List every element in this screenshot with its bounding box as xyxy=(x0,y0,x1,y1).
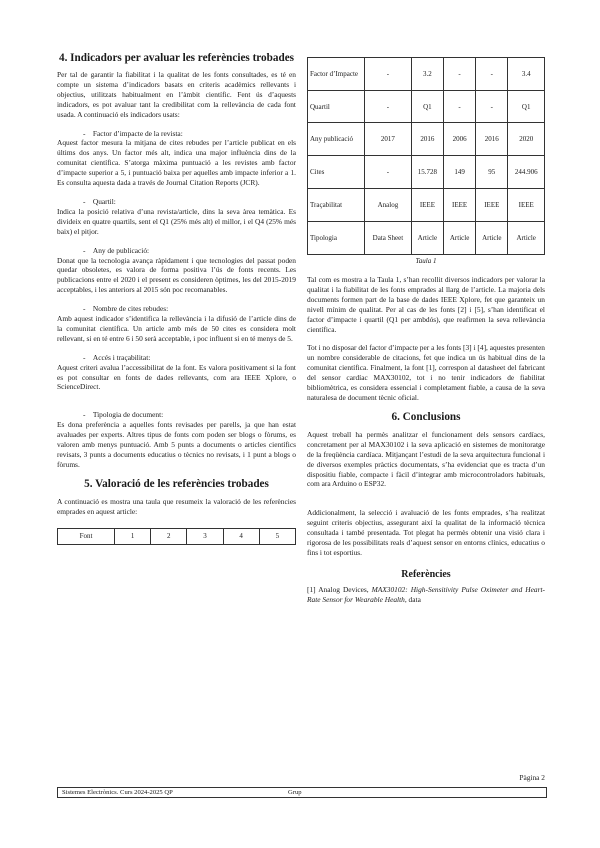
table-row xyxy=(308,91,545,123)
table-cell: Quartil xyxy=(308,91,365,123)
table-cell: IEEE xyxy=(411,189,443,222)
table-cell: Article xyxy=(411,222,443,255)
table-cell: - xyxy=(476,58,508,91)
table-header-cell: 4 xyxy=(223,528,259,544)
table-cell: 2017 xyxy=(365,123,412,156)
table-cell: 15.728 xyxy=(411,156,443,189)
bullet-typology: - Tipologia de document: xyxy=(83,410,164,420)
paragraph-year: Donat que la tecnologia avança ràpidament i que tecnologies del passat poden quedar obsoletes, es valora de forma positiva l’ús de fonts recents. Les publicacions entre el 2020 i el present es consideren òptimes, les del 2015-2019 acceptables, i les anteriors al 2015 són poc recomanables. xyxy=(57,255,296,295)
table-cell: IEEE xyxy=(476,189,508,222)
table-row xyxy=(308,123,545,156)
table-cell: - xyxy=(365,156,412,189)
table-cell: 2016 xyxy=(476,123,508,156)
right-column xyxy=(307,57,545,605)
table-row xyxy=(308,156,545,189)
table-header-cell: 2 xyxy=(151,528,187,544)
table-cell: Q1 xyxy=(411,91,443,123)
table-cell: Data Sheet xyxy=(365,222,412,255)
table-cell: 2006 xyxy=(444,123,476,156)
table-cell: Factor d’Impacte xyxy=(308,58,365,91)
table-cell: - xyxy=(444,91,476,123)
table-cell: Tipologia xyxy=(308,222,365,255)
paragraph-citations: Amb aquest indicador s’identifica la rellevància i la difusió de l’article dins de la comunitat científica. Un article amb més de 50 cites es considera molt rellevant, si en té entre 6 i 50 serà acceptable, i poc influent si en té menys de 5. xyxy=(57,314,296,343)
bullet-impact-factor: - Factor d’impacte de la revista: xyxy=(83,128,183,138)
section-4-intro: Per tal de garantir la fiabilitat i la qualitat de les fonts consultades, es té en compte un sistema d’indicadors basats en criteris acadèmics rellevants i objectius, utilitzats habitualment en l’àmbit científic. Fent ús d’aquests indicadors, es pot avaluar tant la credibilitat com la rellevància de cada font usada. A continuació els indicadors usats: xyxy=(57,70,296,119)
section-4-heading: 4. Indicadors per avaluar les referències trobades xyxy=(58,52,295,64)
table-header-cell: Font xyxy=(58,528,115,544)
table-cell: 149 xyxy=(444,156,476,189)
table-caption: Taula 1 xyxy=(415,257,437,265)
section-5-heading: 5. Valoració de les referències trobades xyxy=(84,477,269,490)
paragraph-quartile: Indica la posició relativa d’una revista/article, dins la seva àrea temàtica. Es divideix en quatre quartils, sent el Q1 (25% més alt) el millor, i el Q4 (25% més baix) el pitjor. xyxy=(57,206,296,236)
table-discussion-1: Tal com es mostra a la Taula 1, s’han recollit diversos indicadors per valorar la qualitat i la fiabilitat de les fonts emprades al llarg de l’article. La majoria dels documents formen part de la base de dades IEEE Xplore, fet que garanteix un nivell mínim de qualitat. Per al cas de les fonts [2] i [5], s’han identificat el factor d’impacte i quartil (Q1 per ambdós), que reafirmen la seva rellevància científica. xyxy=(307,275,545,334)
bullet-year: - Any de publicació: xyxy=(83,245,150,255)
footer-course: Sistemes Electrònics. Curs 2024-2025 QP xyxy=(62,789,173,796)
table-cell: Traçabilitat xyxy=(308,189,365,222)
table-cell: Q1 xyxy=(508,91,545,123)
table-header-cell: 3 xyxy=(187,528,223,544)
table-cell: Cites xyxy=(308,156,365,189)
table-cell: 3.4 xyxy=(508,58,545,91)
table-cell: Article xyxy=(444,222,476,255)
table-cell: Article xyxy=(476,222,508,255)
table-cell: 2016 xyxy=(411,123,443,156)
conclusions-paragraph-2: Addicionalment, la selecció i avaluació de les fonts emprades, s’ha realitzat seguint criteris objectius, assegurant així la qualitat de la informació tècnica consultada i també presentada. Tot plegat ha permès obtenir una visió clara i rigorosa de les possibilitats reals d’aquest sensor en entorns clínics, educatius o fins i tot esportius. xyxy=(307,508,545,557)
table-cell: - xyxy=(444,58,476,91)
paragraph-access: Aquest criteri avalua l’accessibilitat de la font. Es valora positivament si la font es pot consultar en fonts de dades rellevants, com ara IEEE Xplore, o ScienceDirect. xyxy=(57,362,296,392)
table-cell: - xyxy=(365,91,412,123)
section-6-heading: 6. Conclusions xyxy=(391,410,461,423)
bullet-quartile: - Quartil: xyxy=(83,196,116,206)
table-cell: 3.2 xyxy=(411,58,443,91)
table-cell: IEEE xyxy=(508,189,545,222)
table-cell: 244.906 xyxy=(508,156,545,189)
paragraph-impact-factor: Aquest factor mesura la mitjana de cites rebudes per l’article publicat en els últims dos anys. Un factor més alt, indica una major influència dins de la comunitat científica. S’atorga màxima puntuació a les revistes amb factor d’impacte superior a 5, i puntuació baixa per aquelles amb impacte inferior a 1. Es consulta aquesta dada a través de Journal Citation Reports (JCR). xyxy=(57,138,296,188)
table-cell: - xyxy=(365,58,412,91)
table-cell: Analog xyxy=(365,189,412,222)
table-header-cell: 5 xyxy=(259,528,295,544)
conclusions-paragraph-1: Aquest treball ha permès analitzar el funcionament dels sensors cardíacs, concretament per al MAX30102 i la seva aplicació en sistemes de monitoratge de la freqüència cardíaca. Mitjançant l’estudi de la seva arquitectura funcional i de diversos exemples pràctics documentats, s’ha evidenciat que es tracta d’un dispositiu fiable, compacte i fàcil d’integrar amb microcontroladors habituals, com ara Arduino o ESP32. xyxy=(307,429,545,489)
table-cell: - xyxy=(476,91,508,123)
table-row xyxy=(308,189,545,222)
table-discussion-2: Tot i no disposar del factor d’impacte per a les fonts [3] i [4], aquestes presenten un nombre considerable de citacions, fet que indica un ús habitual dins de la comunitat científica. Finalment, la font [1], correspon al datasheet del fabricant del sensor cardíac MAX30102, tot i no tenir indicadors de fiabilitat bibliomètrica, es considera essencial i completament fiable, a causa de la seva naturalesa de document tècnic oficial. xyxy=(307,343,545,402)
footer-group: Grup xyxy=(288,789,302,796)
table-header xyxy=(57,528,296,545)
table-cell: Any publicació xyxy=(308,123,365,156)
table-cell: 2020 xyxy=(508,123,545,156)
table-cell: Article xyxy=(508,222,545,255)
footer-bar xyxy=(57,787,547,798)
table-header-cell: 1 xyxy=(115,528,151,544)
table-cell: 95 xyxy=(476,156,508,189)
bullet-access: - Accés i traçabilitat: xyxy=(83,352,151,362)
table-row xyxy=(308,58,545,91)
bullet-citations: - Nombre de cites rebudes: xyxy=(83,304,169,314)
page-number: Pàgina 2 xyxy=(519,773,545,782)
paragraph-typology: Es dona preferència a aquelles fonts revisades per parells, ja que han estat avaluades per experts. Altres tipus de fonts com poden ser blogs o fòrums, es valoren amb menys puntuació. Amb 5 punts a documents o articles científics revisats, 3 punts a documents educatius o tècnics no revisats, i 1 punt a blogs o fòrums. xyxy=(57,420,296,469)
left-column xyxy=(57,52,296,545)
references-heading: Referències xyxy=(401,568,451,580)
section-5-intro: A continuació es mostra una taula que resumeix la valoració de les referències emprades en aquest article: xyxy=(57,496,296,516)
table-cell: IEEE xyxy=(444,189,476,222)
references-table xyxy=(307,57,545,255)
table-row xyxy=(308,222,545,255)
reference-item: [1] Analog Devices, MAX30102: High-Sensitivity Pulse Oximeter and Heart-Rate Sensor for Wearable Health, data xyxy=(307,584,545,604)
